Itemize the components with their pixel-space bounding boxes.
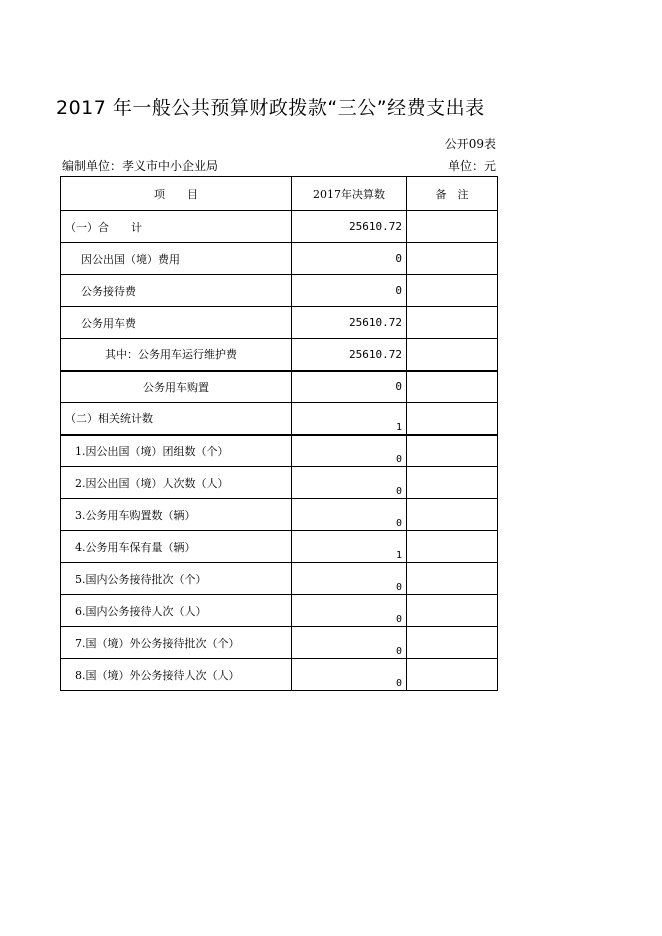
row-note — [407, 627, 498, 659]
row-note — [407, 243, 498, 275]
row-label: 公务接待费 — [61, 275, 292, 307]
row-value: 0 — [292, 595, 407, 627]
row-label: 1.因公出国（境）团组数（个） — [61, 435, 292, 467]
row-note — [407, 211, 498, 243]
table-row — [61, 243, 498, 275]
table-row — [61, 467, 498, 499]
row-value: 0 — [292, 467, 407, 499]
row-note — [407, 531, 498, 563]
row-label: 7.国（境）外公务接待批次（个） — [61, 627, 292, 659]
row-note — [407, 595, 498, 627]
row-value: 0 — [292, 659, 407, 691]
row-value: 0 — [292, 275, 407, 307]
row-label: 3.公务用车购置数（辆） — [61, 499, 292, 531]
table-row — [61, 403, 498, 435]
row-label: 因公出国（境）费用 — [61, 243, 292, 275]
row-label: 6.国内公务接待人次（人） — [61, 595, 292, 627]
row-value: 25610.72 — [292, 339, 407, 371]
row-note — [407, 403, 498, 435]
expenditure-table — [60, 176, 498, 691]
form-number: 公开09表 — [444, 137, 496, 151]
row-note — [407, 339, 498, 371]
row-value: 1 — [292, 403, 407, 435]
table-header-row — [61, 177, 498, 211]
header-item: 项 目 — [61, 177, 292, 211]
header-final-amount: 2017年决算数 — [292, 177, 407, 211]
row-label: 2.因公出国（境）人次数（人） — [61, 467, 292, 499]
table-row — [61, 499, 498, 531]
table-row — [61, 211, 498, 243]
row-value: 0 — [292, 435, 407, 467]
row-note — [407, 659, 498, 691]
row-note — [407, 563, 498, 595]
row-value: 0 — [292, 499, 407, 531]
row-label: 8.国（境）外公务接待人次（人） — [61, 659, 292, 691]
row-label: 5.国内公务接待批次（个） — [61, 563, 292, 595]
header-note: 备 注 — [407, 177, 498, 211]
row-value: 25610.72 — [292, 211, 407, 243]
row-note — [407, 371, 498, 403]
table-row — [61, 531, 498, 563]
row-value: 0 — [292, 563, 407, 595]
row-label: 4.公务用车保有量（辆） — [61, 531, 292, 563]
row-value: 0 — [292, 627, 407, 659]
row-label: （二）相关统计数 — [61, 403, 292, 435]
row-label: 其中：公务用车运行维护费 — [61, 339, 292, 371]
table-row — [61, 371, 498, 403]
row-value: 0 — [292, 243, 407, 275]
row-note — [407, 275, 498, 307]
table-row — [61, 435, 498, 467]
row-label: （一）合 计 — [61, 211, 292, 243]
table-row — [61, 595, 498, 627]
table-row — [61, 659, 498, 691]
table-row — [61, 275, 498, 307]
row-value: 1 — [292, 531, 407, 563]
table-row — [61, 339, 498, 371]
row-note — [407, 435, 498, 467]
page-title: 2017 年一般公共预算财政拨款“三公”经费支出表 — [56, 97, 485, 119]
table-row — [61, 627, 498, 659]
row-note — [407, 307, 498, 339]
row-value: 25610.72 — [292, 307, 407, 339]
row-note — [407, 499, 498, 531]
table-row — [61, 563, 498, 595]
row-label: 公务用车购置 — [61, 371, 292, 403]
currency-unit: 单位：元 — [447, 159, 496, 173]
row-value: 0 — [292, 371, 407, 403]
compiling-unit: 编制单位：孝义市中小企业局 — [62, 159, 219, 173]
row-note — [407, 467, 498, 499]
row-label: 公务用车费 — [61, 307, 292, 339]
table-row — [61, 307, 498, 339]
